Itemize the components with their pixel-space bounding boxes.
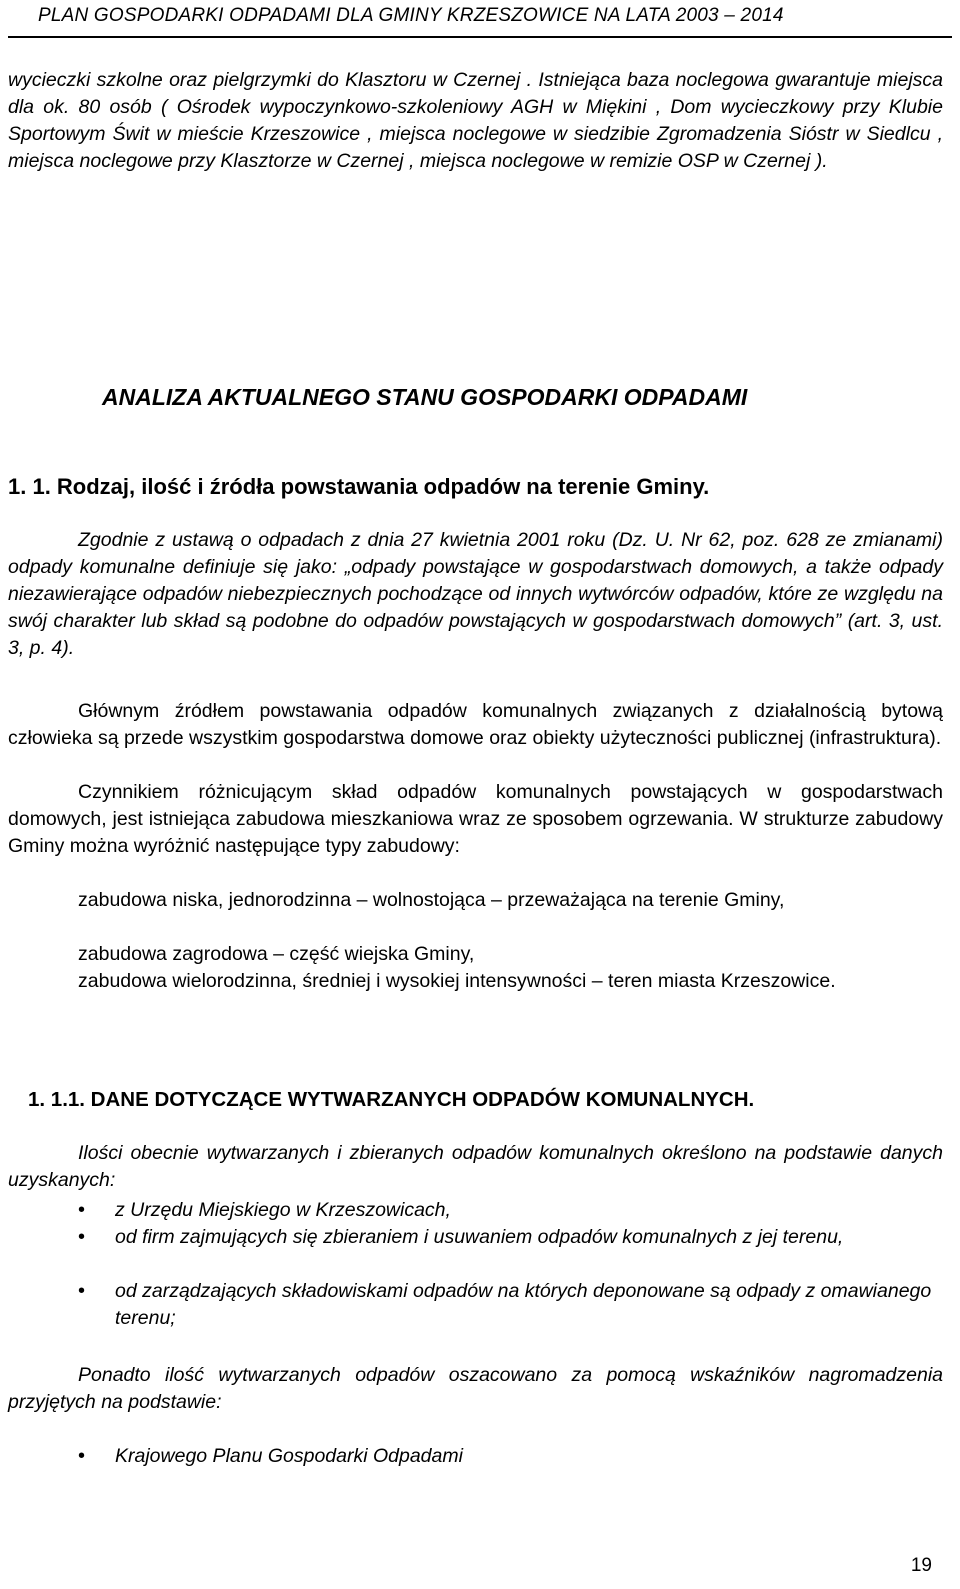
intro-paragraph: wycieczki szkolne oraz pielgrzymki do Klasztoru w Czernej . Istniejąca baza noclegowa gwarantuje miejsca dla ok. 80 osób ( Ośrodek wypoczynkowo-szkoleniowy AGH w Miękini , Dom wycieczkowy przy Klubie Sportowym Świt w mieście Krzeszowice , miejsca noclegowe w siedzibie Zgromadzenia Sióstr w Siedlcu , miejsca noclegowe przy Klasztorze w Czernej , miejsca noclegowe w remizie OSP w Czernej ). [8,69,943,172]
list-item: od zarządzających składowiskami odpadów na których deponowane są odpady z omawianego terenu; [115,1280,932,1329]
running-header [8,0,952,38]
factor-paragraph: Czynnikiem różnicującym skład odpadów komunalnych powstających w gospodarstwach domowych, jest istniejąca zabudowa mieszkaniowa wraz ze sposobem ogrzewania. W strukturze zabudowy Gminy można wyróżnić następujące typy zabudowy: [8,781,943,857]
main-heading: ANALIZA AKTUALNEGO STANU GOSPODARKI ODPADAMI [102,384,748,410]
bullet-icon: • [78,1199,86,1221]
bullet-icon: • [78,1445,86,1467]
subsection-heading: 1. 1.1. DANE DOTYCZĄCE WYTWARZANYCH ODPADÓW KOMUNALNYCH. [28,1088,755,1111]
bullet-icon: • [78,1226,86,1248]
data-sources-intro: Ilości obecnie wytwarzanych i zbieranych odpadów komunalnych określono na podstawie danych uzyskanych: [8,1142,943,1191]
estimate-paragraph: Ponadto ilość wytwarzanych odpadów oszacowano za pomocą wskaźników nagromadzenia przyjętych na podstawie: [8,1364,943,1413]
bullet-icon: • [78,1280,86,1302]
list-item: od firm zajmujących się zbieraniem i usuwaniem odpadów komunalnych z jej terenu, [115,1226,844,1248]
list-item: Krajowego Planu Gospodarki Odpadami [115,1445,463,1467]
law-definition-paragraph: Zgodnie z ustawą o odpadach z dnia 27 kwietnia 2001 roku (Dz. U. Nr 62, poz. 628 ze zmianami) odpady komunalne definiuje się jako: „odpady powstające w gospodarstwach domowych, a także odpady niezawierające odpadów niebezpiecznych pochodzące od innych wytwórców odpadów, które ze względu na swój charakter lub skład są podobne do odpadów powstających w gospodarstwach domowych” (art. 3, ust. 3, p. 4). [8,529,943,659]
building-type-item: zabudowa zagrodowa – część wiejska Gminy, [78,943,475,965]
building-type-item: zabudowa niska, jednorodzinna – wolnostojąca – przeważająca na terenie Gminy, [78,889,785,911]
list-item: z Urzędu Miejskiego w Krzeszowicach, [115,1199,451,1221]
page-number: 19 [910,1555,932,1576]
section-heading: 1. 1. Rodzaj, ilość i źródła powstawania odpadów na terenie Gminy. [8,474,710,499]
building-type-item: zabudowa wielorodzinna, średniej i wysokiej intensywności – teren miasta Krzeszowice. [78,970,836,992]
main-source-paragraph: Głównym źródłem powstawania odpadów komunalnych związanych z działalnością bytową człowieka są przede wszystkim gospodarstwa domowe oraz obiekty użyteczności publicznej (infrastruktura). [8,700,943,749]
header-title: PLAN GOSPODARKI ODPADAMI DLA GMINY KRZESZOWICE NA LATA 2003 – 2014 [38,5,784,26]
